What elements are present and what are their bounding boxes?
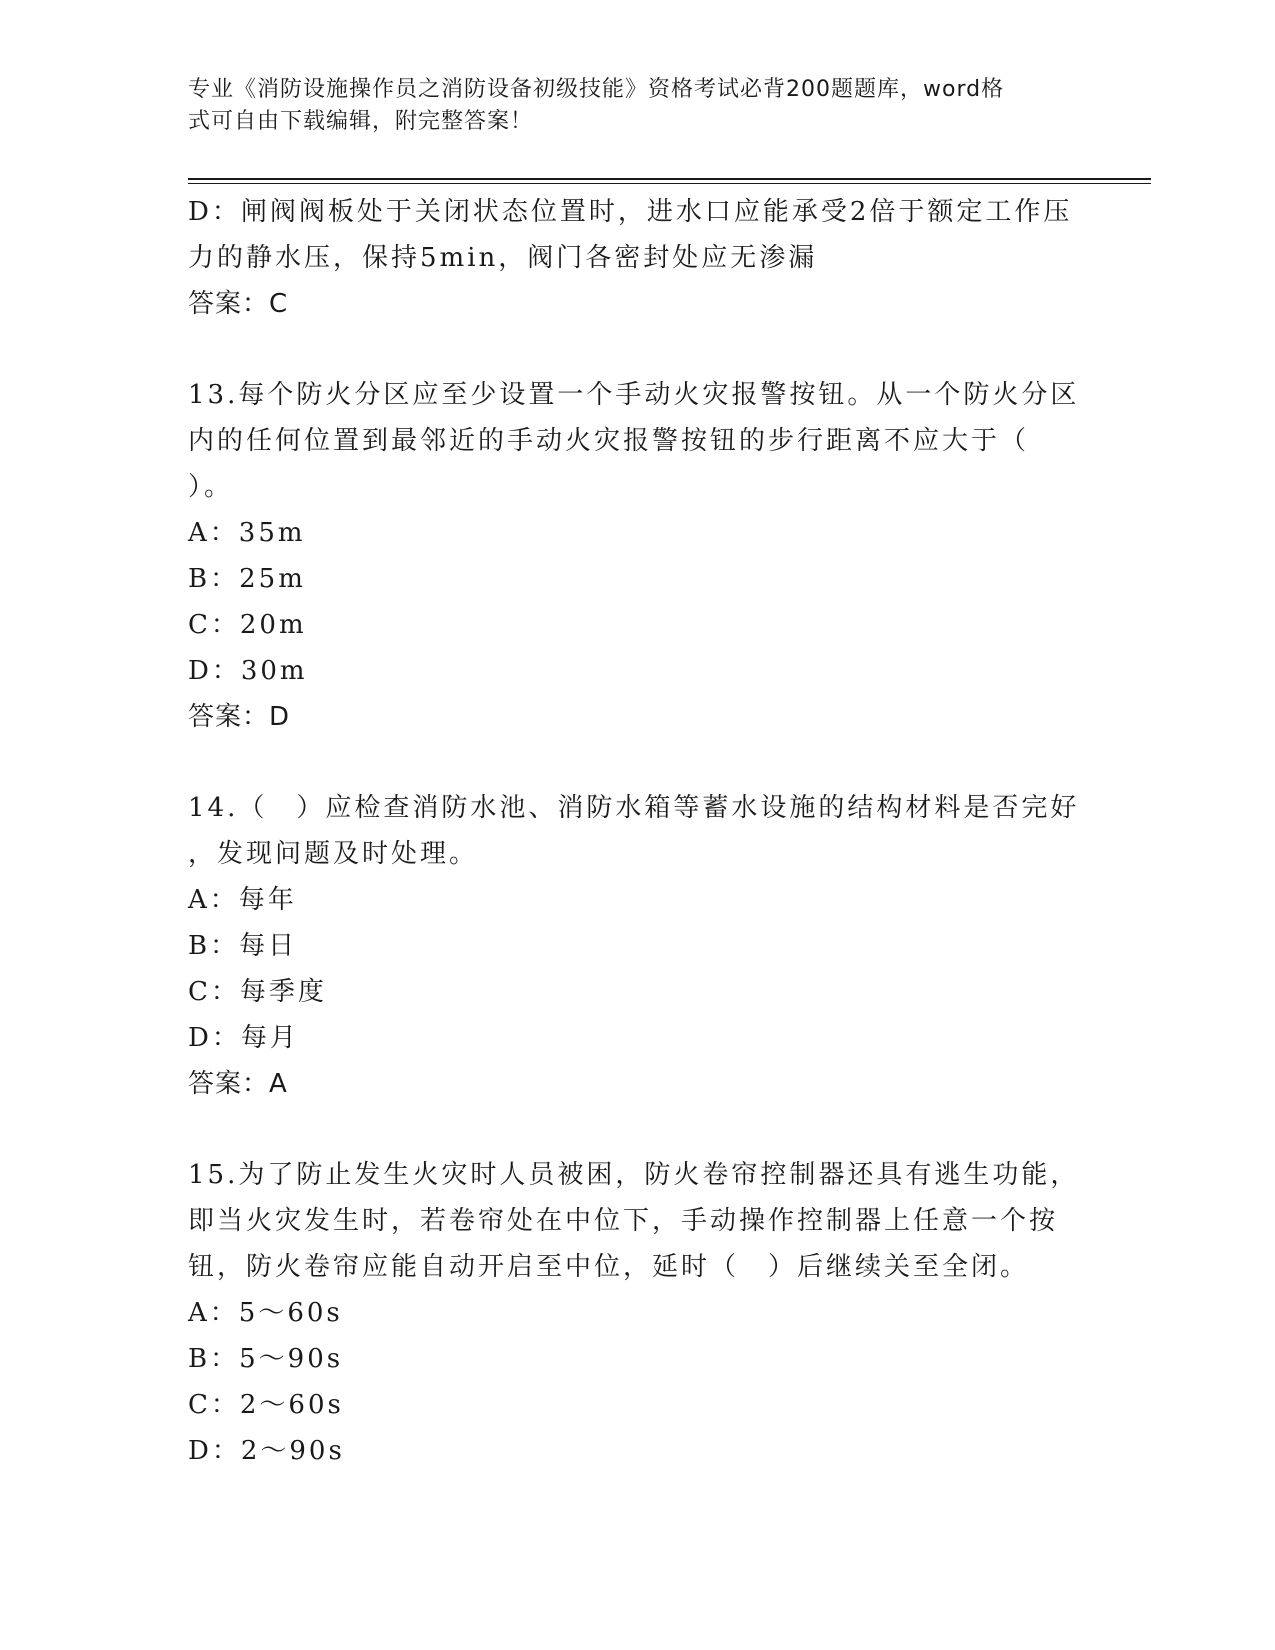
header-divider-thick [188,178,1151,180]
question-text: 14.（ ）应检查消防水池、消防水箱等蓄水设施的结构材料是否完好 [188,793,1080,823]
option-c: C：每季度 [188,977,327,1007]
option-a: A：5～60s [188,1298,343,1328]
answer: 答案：C [188,289,289,319]
option-d: D：闸阀阀板处于关闭状态位置时，进水口应能承受2倍于额定工作压 [188,197,1073,227]
option-d-cont: 力的静水压，保持5min，阀门各密封处应无渗漏 [188,243,818,273]
header-line-2: 式可自由下载编辑，附完整答案！ [188,109,534,134]
option-a: A：35m [188,518,306,548]
option-b: B：5～90s [188,1344,344,1374]
answer: 答案：A [188,1069,288,1099]
question-text-cont: 内的任何位置到最邻近的手动火灾报警按钮的步行距离不应大于（ [188,426,1030,456]
option-c: C：2～60s [188,1390,344,1420]
question-text: 13.每个防火分区应至少设置一个手动火灾报警按钮。从一个防火分区 [188,380,1080,410]
answer: 答案：D [188,702,291,732]
question-list [188,189,1078,1474]
option-d: D：30m [188,656,308,686]
question-text-cont: 即当火灾发生时，若卷帘处在中位下，手动操作控制器上任意一个按 [188,1206,1059,1236]
question-14 [188,785,1078,1107]
question-13 [188,372,1078,740]
question-text-cont: ）。 [188,472,234,502]
header-line-1: 专业《消防设施操作员之消防设备初级技能》资格考试必背200题题库，word格 [188,77,1005,102]
question-15 [188,1152,1078,1474]
option-d: D：每月 [188,1023,299,1053]
question-text-cont: ，发现问题及时处理。 [188,839,479,869]
option-c: C：20m [188,610,307,640]
question-12-tail [188,189,1078,327]
option-a: A：每年 [188,885,297,915]
option-b: B：每日 [188,931,298,961]
document-header [188,74,1068,138]
header-divider-thin [188,183,1151,184]
option-b: B：25m [188,564,306,594]
question-text: 15.为了防止发生火灾时人员被困，防火卷帘控制器还具有逃生功能， [188,1160,1080,1190]
question-text-cont: 钮，防火卷帘应能自动开启至中位，延时（ ）后继续关至全闭。 [188,1252,1030,1282]
option-d: D：2～90s [188,1436,345,1466]
